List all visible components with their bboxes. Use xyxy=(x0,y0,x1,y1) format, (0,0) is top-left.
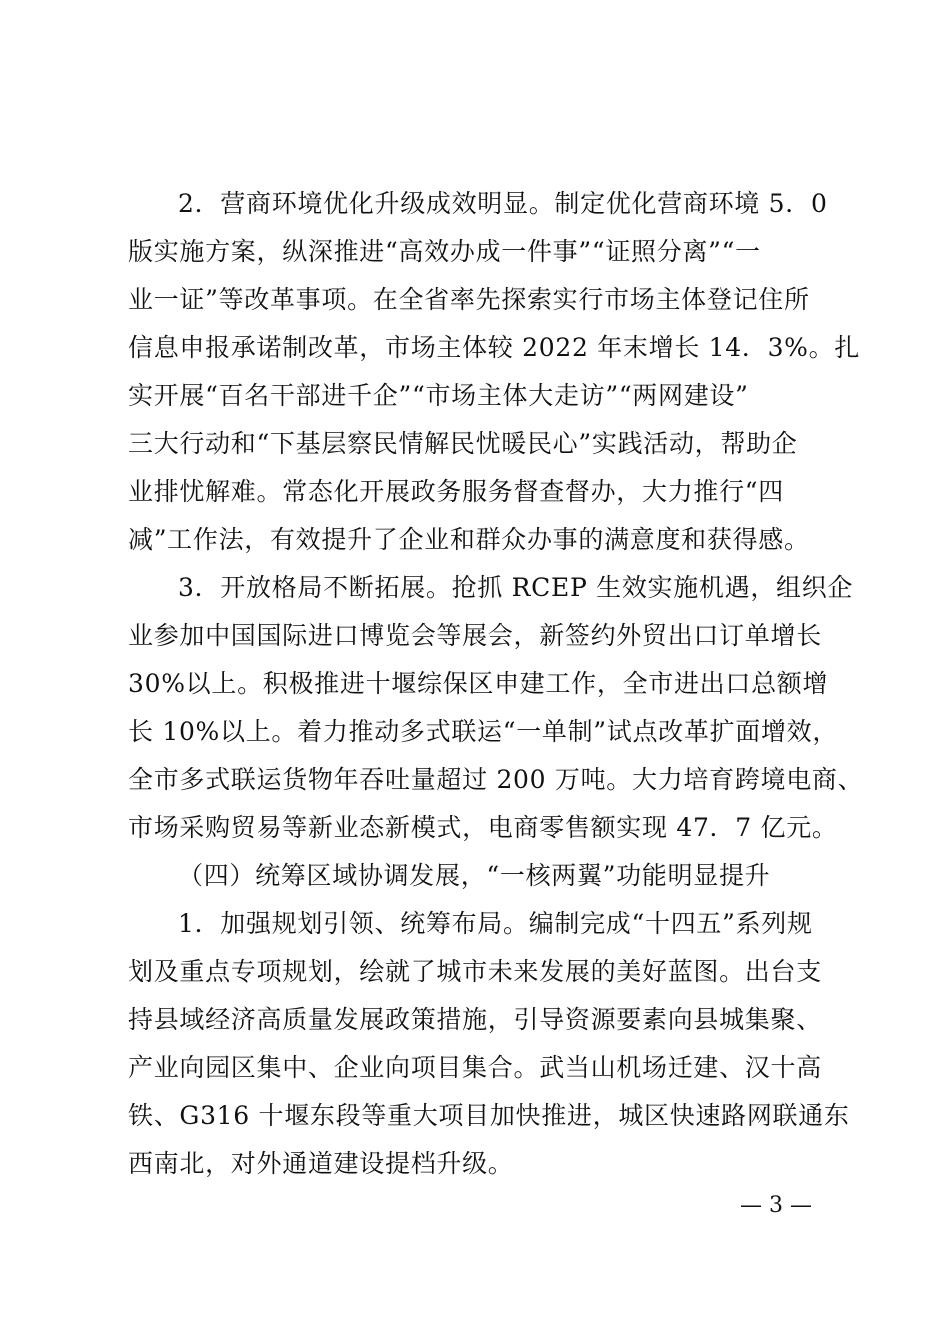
paragraph-planning-line-4: 产业向园区集中、企业向项目集合。武当山机场迁建、汉十高 xyxy=(128,1053,822,1082)
paragraph-planning-line-6: 西南北，对外通道建设提档升级。 xyxy=(128,1149,514,1178)
paragraph-opening-up-line-5: 全市多式联运货物年吞吐量超过 200 万吨。大力培育跨境电商、 xyxy=(128,765,864,794)
paragraph-business-environment-line-6: 三大行动和“下基层察民情解民忧暖民心”实践活动，帮助企 xyxy=(128,429,798,458)
paragraph-opening-up-line-4: 长 10%以上。着力推动多式联运“一单制”试点改革扩面增效， xyxy=(128,717,839,746)
paragraph-business-environment-line-2: 版实施方案，纵深推进“高效办成一件事”“证照分离”“一 xyxy=(128,237,761,266)
paragraph-planning-line-2: 划及重点专项规划，绘就了城市未来发展的美好蓝图。出台支 xyxy=(128,957,822,986)
paragraph-business-environment-line-7: 业排忧解难。常态化开展政务服务督查督办，大力推行“四 xyxy=(128,477,784,506)
paragraph-planning-line-5: 铁、G316 十堰东段等重大项目加快推进，城区快速路网联通东 xyxy=(128,1101,850,1130)
section-heading: （四）统筹区域协调发展，“一核两翼”功能明显提升 xyxy=(178,861,771,890)
paragraph-business-environment-line-4: 信息申报承诺制改革，市场主体较 2022 年末增长 14．3%。扎 xyxy=(128,333,861,362)
paragraph-business-environment-line-5: 实开展“百名干部进千企”“市场主体大走访”“两网建设” xyxy=(128,381,749,410)
paragraph-opening-up-line-6: 市场采购贸易等新业态新模式，电商零售额实现 47．7 亿元。 xyxy=(128,813,838,842)
paragraph-opening-up-line-3: 30%以上。积极推进十堰综保区申建工作，全市进出口总额增 xyxy=(128,669,829,698)
paragraph-business-environment-line-8: 减”工作法，有效提升了企业和群众办事的满意度和获得感。 xyxy=(128,525,810,554)
paragraph-business-environment-line-3: 业一证”等改革事项。在全省率先探索实行市场主体登记住所 xyxy=(128,285,810,314)
paragraph-planning-line-1: 1．加强规划引领、统筹布局。编制完成“十四五”系列规 xyxy=(178,909,813,938)
paragraph-opening-up-line-2: 业参加中国国际进口博览会等展会，新签约外贸出口订单增长 xyxy=(128,621,822,650)
paragraph-opening-up-line-1: 3．开放格局不断拓展。抢抓 RCEP 生效实施机遇，组织企 xyxy=(178,573,854,602)
page-number: — 3 — xyxy=(740,1193,812,1218)
paragraph-business-environment-line-1: 2．营商环境优化升级成效明显。制定优化营商环境 5．0 xyxy=(178,189,828,218)
paragraph-planning-line-3: 持县域经济高质量发展政策措施，引导资源要素向县城集聚、 xyxy=(128,1005,822,1034)
